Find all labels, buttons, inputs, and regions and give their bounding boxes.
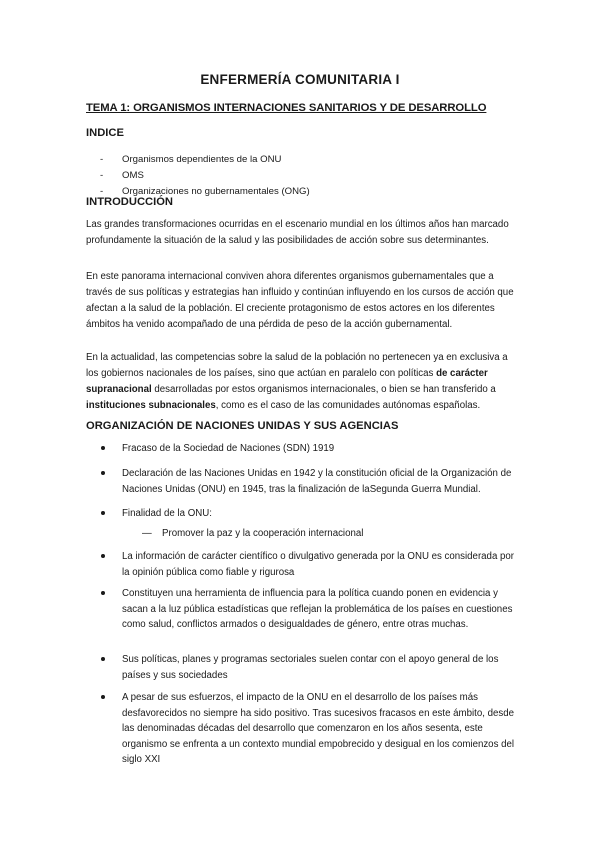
bullet-text: La información de carácter científico o divulgativo generada por la ONU es considerada por la opinión pública como fiable y rigurosa: [122, 551, 515, 578]
bullet-dot-icon: [101, 695, 105, 699]
intro-heading: INTRODUCCIÓN: [86, 196, 174, 208]
bullet-dot-icon: [101, 554, 105, 558]
intro-paragraph-2: En este panorama internacional conviven ahora diferentes organismos gubernamentales que a través de sus políticas y estrategias han influido y continúan influyendo en los cursos de acción que afectan a la salud de la población. El creciente protagonismo de estos actores en los diferentes ámbitos ha venido acompañado de una pérdida de peso de la acción gubernamental.: [86, 271, 514, 330]
sub-bullet-dash: —: [142, 528, 152, 539]
bullet-dot-icon: [101, 657, 105, 661]
bullet-text: Declaración de las Naciones Unidas en 1942 y la constitución oficial de la Organización de Naciones Unidas (ONU) en 1945, tras la finalización de laSegunda Guerra Mundial.: [122, 468, 512, 495]
bullet-dot-icon: [101, 511, 105, 515]
p3-text-d: , como es el caso de las comunidades autónomas españolas.: [215, 399, 481, 411]
index-item-label: Organizaciones no gubernamentales (ONG): [122, 186, 310, 197]
bullet-dot-icon: [101, 446, 105, 450]
index-item-label: Organismos dependientes de la ONU: [122, 154, 282, 165]
document-title: ENFERMERÍA COMUNITARIA I: [200, 72, 400, 87]
index-heading: INDICE: [86, 127, 124, 139]
bullet-text: Finalidad de la ONU:: [122, 508, 212, 519]
intro-paragraph-1: Las grandes transformaciones ocurridas en el escenario mundial en los últimos años han marcado profundamente la situación de la salud y las posibilidades de acción sobre sus determinantes.: [86, 219, 509, 246]
sub-list-item: [142, 526, 363, 541]
p3-bold-subnacionales: instituciones subnacionales: [86, 399, 216, 411]
bullet-dot-icon: [101, 471, 105, 475]
index-dash: -: [100, 154, 104, 165]
p3-bold-supranacional: de carácter supranacional: [86, 367, 488, 395]
bullet-text: A pesar de sus esfuerzos, el impacto de la ONU en el desarrollo de los países más desfavorecidos no siempre ha sido positivo. Tras sucesivos fracasos en este ámbito, desde las denominadas décadas del desarrollo que comenzaron en los años sesenta, este organismo se enfrenta a un contexto mundial empobrecido y desigual en los comienzos del siglo XXI: [122, 692, 515, 766]
bullet-text: Sus políticas, planes y programas sectoriales suelen contar con el apoyo general de los países y sus sociedades: [122, 654, 499, 681]
index-dash: -: [100, 186, 104, 197]
p3-text-a: En la actualidad, las competencias sobre la salud de la población no pertenecen ya en exclusiva a los gobiernos nacionales de los países, sino que actúan en paralelo con políticas: [86, 352, 508, 379]
index-item-label: OMS: [122, 170, 144, 181]
p3-text-c: desarrolladas por estos organismos internacionales, o bien se han transferido a: [151, 383, 496, 395]
bullet-text: Fracaso de la Sociedad de Naciones (SDN) 1919: [122, 443, 335, 454]
index-dash: -: [100, 170, 104, 181]
topic-title: TEMA 1: ORGANISMOS INTERNACIONES SANITARIOS Y DE DESARROLLO: [86, 102, 487, 114]
onu-heading: ORGANIZACIÓN DE NACIONES UNIDAS Y SUS AGENCIAS: [86, 420, 399, 432]
intro-paragraph-3: [86, 350, 518, 414]
bullet-text: Constituyen una herramienta de influencia para la política cuando ponen en evidencia y sacan a la luz pública estadísticas que reflejan la problemática de los países en cuestiones como salud, conflictos armados o desigualdades de género, entre otras muchas.: [122, 588, 513, 631]
sub-bullet-text: Promover la paz y la cooperación internacional: [162, 528, 364, 539]
bullet-dot-icon: [101, 591, 105, 595]
